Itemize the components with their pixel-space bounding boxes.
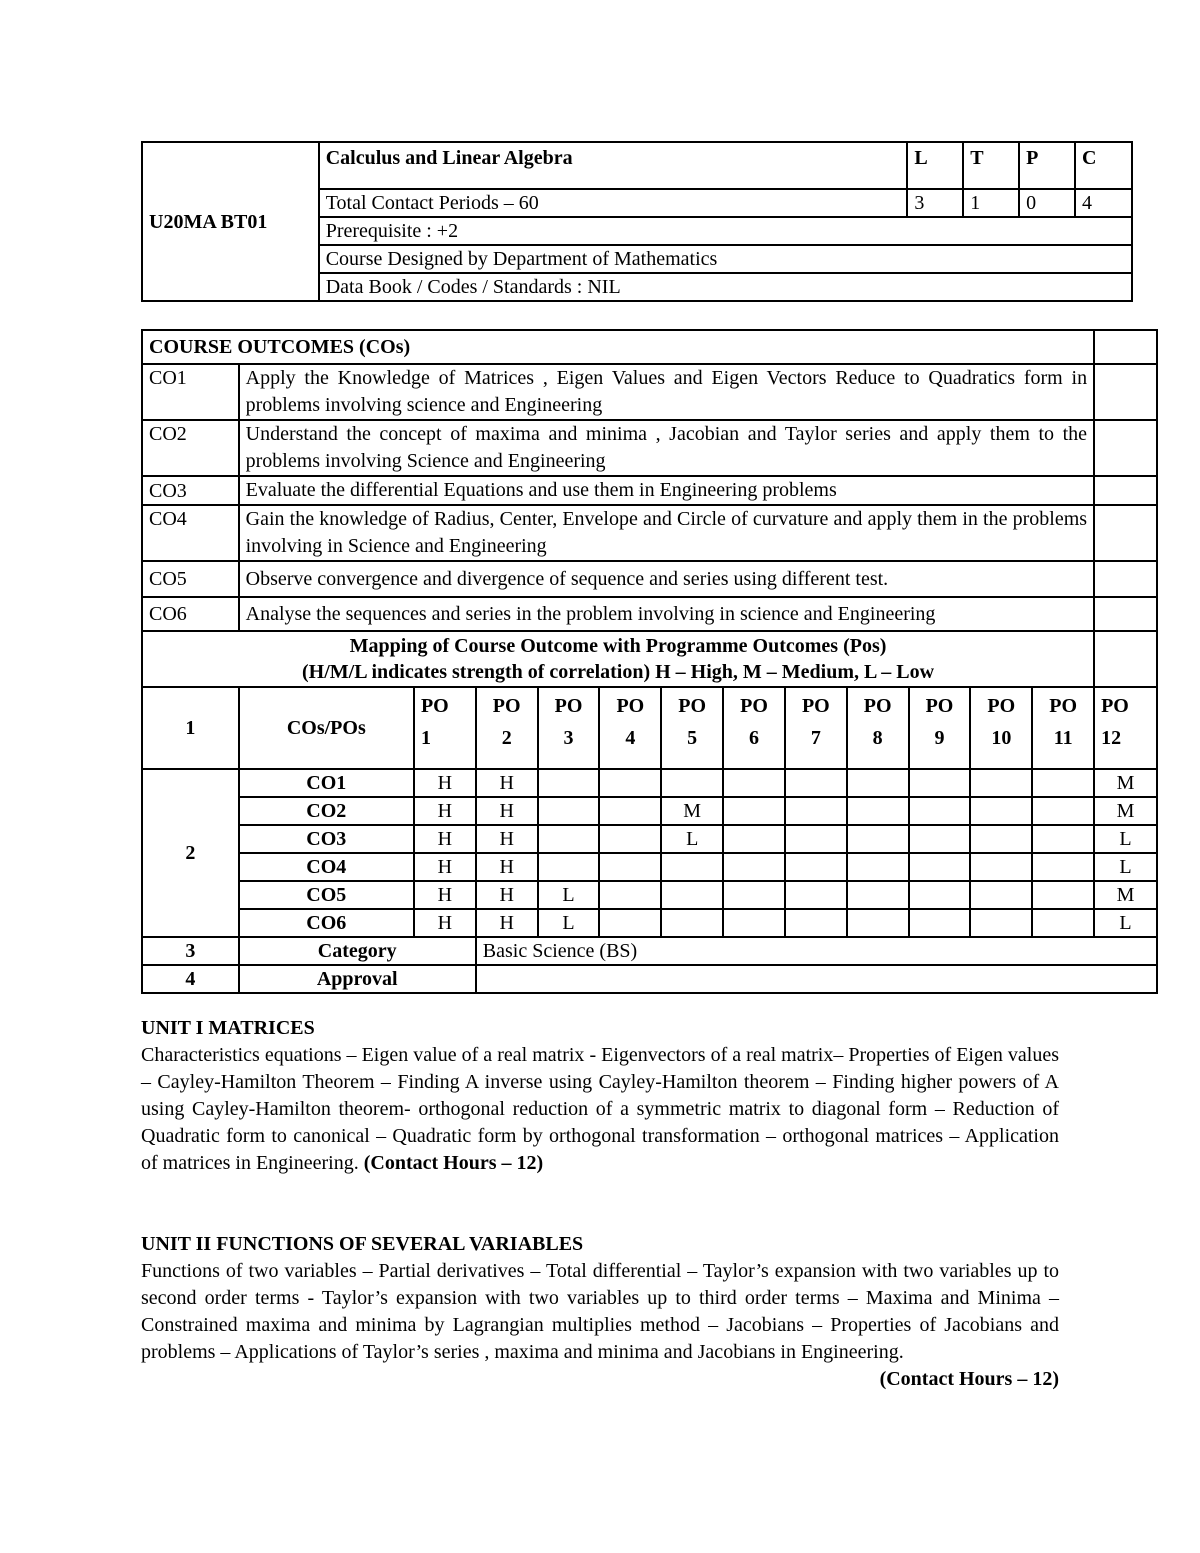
co-description: Gain the knowledge of Radius, Center, Envelope and Circle of curvature and apply them in the problems involving in Science and Engineering [239, 505, 1094, 561]
ltpc-header-l: L [907, 142, 963, 189]
mapping-row [142, 825, 1157, 853]
po-header [538, 687, 600, 769]
po-header [723, 687, 785, 769]
row-number: 1 [142, 687, 239, 769]
unit-title: UNIT I MATRICES [141, 1017, 315, 1039]
co-description: Apply the Knowledge of Matrices , Eigen Values and Eigen Vectors Reduce to Quadratics form in problems involving science and Engineering [239, 364, 1094, 420]
ltpc-header-p: P [1019, 142, 1075, 189]
po-number: 11 [1053, 727, 1073, 749]
correlation-cell [1032, 881, 1094, 909]
correlation-cell [599, 769, 661, 797]
correlation-cell [970, 853, 1032, 881]
po-header [661, 687, 723, 769]
mapping-title: Mapping of Course Outcome with Programme Outcomes (Pos) [349, 635, 887, 657]
correlation-cell [847, 853, 909, 881]
data-book: Data Book / Codes / Standards : NIL [319, 273, 1132, 301]
correlation-cell [785, 909, 847, 937]
mapping-co-label: CO4 [239, 853, 414, 881]
po-label: PO [420, 695, 449, 717]
mapping-co-label: CO5 [239, 881, 414, 909]
po-header [476, 687, 538, 769]
mapping-row [142, 797, 1157, 825]
prerequisite: Prerequisite : +2 [319, 217, 1132, 245]
correlation-cell [1032, 825, 1094, 853]
mapping-rows [142, 769, 1157, 937]
correlation-cell [847, 825, 909, 853]
co-id: CO6 [142, 597, 239, 631]
po-number: 8 [872, 727, 883, 749]
correlation-cell: M [1094, 769, 1157, 797]
correlation-cell: M [1094, 881, 1157, 909]
po-header [599, 687, 661, 769]
ltpc-value-c: 4 [1075, 189, 1132, 217]
correlation-cell [970, 769, 1032, 797]
correlation-cell [599, 825, 661, 853]
mapping-subtitle: (H/M/L indicates strength of correlation) H – High, M – Medium, L – Low [302, 661, 935, 683]
approval-label: Approval [239, 965, 476, 993]
unit-topics: Functions of two variables – Partial derivatives – Total differential – Taylor’s expansion with two variables up to second order terms - Taylor’s expansion with two variables up to third order terms – Maxima and Minima – Constrained maxima and minima by Lagrangian multiplies method – Jacobians – Properties of Jacobians and problems – Applications of Taylor’s series , maxima and minima and Jacobians in Engineering. [141, 1260, 1059, 1363]
po-header [970, 687, 1032, 769]
outcome-blank-cell [1094, 330, 1157, 364]
po-number: 6 [749, 727, 759, 749]
correlation-cell [1032, 769, 1094, 797]
category-label: Category [239, 937, 476, 965]
ltpc-header-t: T [963, 142, 1019, 189]
po-label: PO [616, 695, 645, 717]
mapping-co-label: CO3 [239, 825, 414, 853]
po-label: PO [863, 695, 892, 717]
contact-periods: Total Contact Periods – 60 [319, 189, 908, 217]
correlation-cell: H [414, 769, 476, 797]
correlation-cell [909, 853, 971, 881]
correlation-cell [1032, 797, 1094, 825]
correlation-cell: H [414, 853, 476, 881]
co-description: Analyse the sequences and series in the problem involving in science and Engineering [239, 597, 1094, 631]
mapping-co-label: CO2 [239, 797, 414, 825]
correlation-cell [785, 825, 847, 853]
correlation-cell: L [661, 825, 723, 853]
po-label: PO [678, 695, 707, 717]
correlation-cell: H [414, 825, 476, 853]
correlation-cell: H [414, 909, 476, 937]
po-number: 5 [687, 727, 698, 749]
correlation-cell [599, 881, 661, 909]
correlation-cell: H [414, 797, 476, 825]
correlation-cell [723, 909, 785, 937]
category-value: Basic Science (BS) [476, 937, 1157, 965]
correlation-cell [847, 881, 909, 909]
unit-section [141, 1231, 1059, 1393]
correlation-cell [909, 881, 971, 909]
correlation-cell: L [1094, 825, 1157, 853]
mapping-row [142, 881, 1157, 909]
approval-value [476, 965, 1157, 993]
correlation-cell [599, 909, 661, 937]
correlation-cell [909, 797, 971, 825]
po-label: PO [1101, 695, 1129, 717]
correlation-cell [723, 797, 785, 825]
unit-body [141, 1258, 1059, 1390]
mapping-co-label: CO1 [239, 769, 414, 797]
mapping-row [142, 853, 1157, 881]
correlation-cell [661, 853, 723, 881]
correlation-cell [785, 881, 847, 909]
outcome-blank-cell [1094, 476, 1157, 505]
po-number: 10 [991, 727, 1012, 749]
mapping-title-cell [142, 631, 1094, 687]
correlation-cell: L [538, 881, 600, 909]
correlation-cell [599, 853, 661, 881]
co-description: Evaluate the differential Equations and use them in Engineering problems [239, 476, 1094, 505]
mapping-row [142, 909, 1157, 937]
correlation-cell [909, 769, 971, 797]
correlation-cell [538, 769, 600, 797]
mapping-blank-cell [1094, 631, 1157, 687]
mapping-row [142, 769, 1157, 797]
po-header [785, 687, 847, 769]
unit-title: UNIT II FUNCTIONS OF SEVERAL VARIABLES [141, 1233, 584, 1255]
po-label: PO [492, 695, 521, 717]
unit-topics: Characteristics equations – Eigen value of a real matrix - Eigenvectors of a real matrix– Properties of Eigen values – Cayley-Hamilton Theorem – Finding A inverse using Cayley-Hamilton theorem – Finding higher powers of A using Cayley-Hamilton theorem- orthogonal reduction of a symmetric matrix to diagonal form – Reduction of Quadratic form to canonical – Quadratic form by orthogonal transformation – orthogonal matrices – Application of matrices in Engineering. [141, 1044, 1059, 1174]
correlation-cell [1032, 853, 1094, 881]
po-number: 2 [501, 727, 512, 749]
po-header [414, 687, 476, 769]
correlation-cell [847, 797, 909, 825]
outcome-blank-cell [1094, 561, 1157, 597]
correlation-cell [723, 825, 785, 853]
unit-section [141, 1015, 1059, 1177]
correlation-cell: H [476, 881, 538, 909]
correlation-cell [538, 825, 600, 853]
course-title: Calculus and Linear Algebra [319, 142, 908, 189]
correlation-cell [847, 769, 909, 797]
correlation-cell [538, 797, 600, 825]
correlation-cell [970, 909, 1032, 937]
correlation-cell [661, 769, 723, 797]
co-id: CO1 [142, 364, 239, 420]
ltpc-value-l: 3 [907, 189, 963, 217]
correlation-cell [661, 881, 723, 909]
ltpc-value-p: 0 [1019, 189, 1075, 217]
correlation-cell [1032, 909, 1094, 937]
po-label: PO [801, 695, 830, 717]
course-header-table [141, 141, 1133, 302]
co-id: CO5 [142, 561, 239, 597]
course-outcomes-heading: COURSE OUTCOMES (COs) [142, 330, 1094, 364]
po-header [909, 687, 971, 769]
co-description: Understand the concept of maxima and minima , Jacobian and Taylor series and apply them to the problems involving Science and Engineering [239, 420, 1094, 476]
cos-pos-header: COs/POs [239, 687, 414, 769]
po-number: 12 [1101, 727, 1122, 749]
correlation-cell: H [476, 853, 538, 881]
correlation-cell [661, 909, 723, 937]
mapping-co-label: CO6 [239, 909, 414, 937]
ltpc-value-t: 1 [963, 189, 1019, 217]
po-header [1094, 687, 1157, 769]
correlation-cell [723, 853, 785, 881]
correlation-cell: L [1094, 909, 1157, 937]
contact-hours: (Contact Hours – 12) [879, 1368, 1059, 1390]
outcomes-mapping-table [141, 329, 1158, 994]
po-label: PO [1049, 695, 1078, 717]
ltpc-header-c: C [1075, 142, 1132, 189]
po-number: 9 [934, 727, 945, 749]
course-code: U20MA BT01 [142, 142, 319, 301]
correlation-cell [847, 909, 909, 937]
correlation-cell [723, 769, 785, 797]
co-id: CO2 [142, 420, 239, 476]
correlation-cell: H [476, 769, 538, 797]
po-number: 4 [625, 727, 636, 749]
correlation-cell [909, 909, 971, 937]
row-number: 3 [142, 937, 239, 965]
co-id: CO4 [142, 505, 239, 561]
outcome-blank-cell [1094, 505, 1157, 561]
course-designed-by: Course Designed by Department of Mathematics [319, 245, 1132, 273]
po-label: PO [554, 695, 583, 717]
correlation-cell: M [1094, 797, 1157, 825]
po-label: PO [925, 695, 954, 717]
correlation-cell: H [476, 825, 538, 853]
correlation-cell: L [1094, 853, 1157, 881]
outcome-blank-cell [1094, 420, 1157, 476]
correlation-cell: H [476, 909, 538, 937]
outcome-blank-cell [1094, 597, 1157, 631]
po-number: 1 [420, 727, 431, 749]
correlation-cell [970, 825, 1032, 853]
po-header [847, 687, 909, 769]
correlation-cell [723, 881, 785, 909]
po-label: PO [740, 695, 768, 717]
correlation-cell [785, 769, 847, 797]
correlation-cell: L [538, 909, 600, 937]
row-number: 2 [142, 769, 239, 937]
correlation-cell [538, 853, 600, 881]
correlation-cell: H [476, 797, 538, 825]
correlation-cell [785, 853, 847, 881]
po-number: 7 [810, 727, 821, 749]
contact-hours: (Contact Hours – 12) [363, 1152, 544, 1174]
correlation-cell [970, 797, 1032, 825]
correlation-cell [785, 797, 847, 825]
correlation-cell [970, 881, 1032, 909]
po-label: PO [987, 695, 1016, 717]
correlation-cell [599, 797, 661, 825]
co-id: CO3 [142, 476, 239, 505]
outcome-blank-cell [1094, 364, 1157, 420]
correlation-cell: M [661, 797, 723, 825]
co-description: Observe convergence and divergence of sequence and series using different test. [239, 561, 1094, 597]
row-number: 4 [142, 965, 239, 993]
po-header [1032, 687, 1094, 769]
po-number: 3 [563, 727, 574, 749]
unit-body [141, 1042, 1059, 1177]
correlation-cell [909, 825, 971, 853]
correlation-cell: H [414, 881, 476, 909]
